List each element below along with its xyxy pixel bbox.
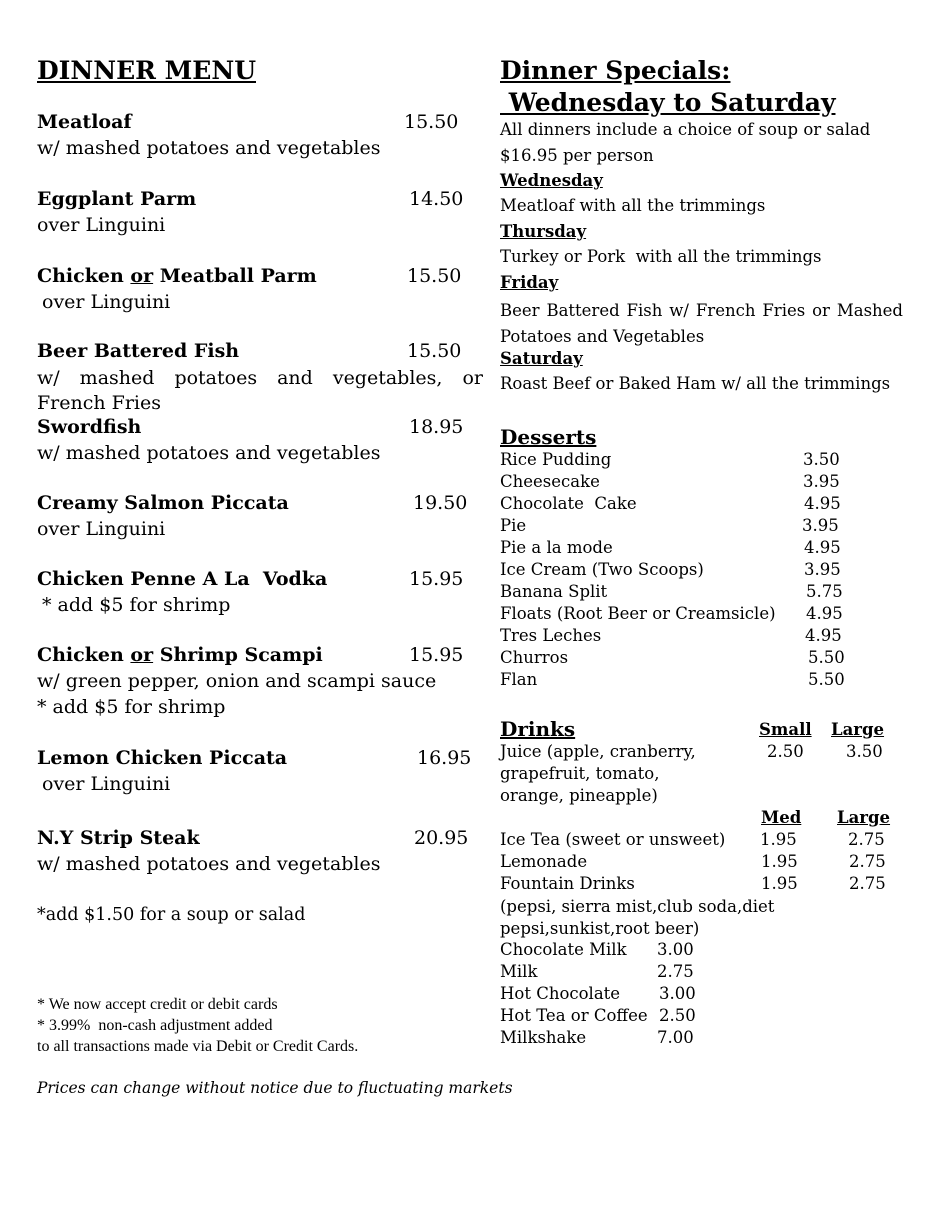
special-desc-friday: Beer Battered Fish w/ French Fries or Mashed Potatoes and Vegetables [500,301,903,346]
item-desc-chicken-meatball-parm: over Linguini [42,291,171,313]
drinks-title: Drinks [500,717,576,741]
drink-name: Chocolate Milk [500,940,627,959]
specials-days-title: Wednesday to Saturday [500,88,836,117]
dessert-name: Ice Cream (Two Scoops) [500,560,704,579]
dessert-price: 3.95 [804,560,841,579]
item-desc-ny-strip-steak: w/ mashed potatoes and vegetables [37,853,381,875]
item-name-swordfish: Swordfish [37,416,142,438]
drink-name: Hot Tea or Coffee [500,1006,648,1025]
item-name-chicken-meatball-parm [37,265,317,287]
dessert-price: 5.50 [808,670,845,689]
juice-large-price: 3.50 [846,742,883,761]
drink-price: 3.00 [657,940,694,959]
dessert-name: Cheesecake [500,472,600,491]
item-name-creamy-salmon-piccata: Creamy Salmon Piccata [37,492,289,514]
juice-line-2: grapefruit, tomato, [500,764,660,783]
item-desc-swordfish: w/ mashed potatoes and vegetables [37,442,381,464]
item-price-meatloaf: 15.50 [404,111,459,133]
name-part: Meatball Parm [159,265,317,287]
dessert-price: 4.95 [804,494,841,513]
item-price-chicken-shrimp-scampi: 15.95 [409,644,464,666]
special-day-saturday: Saturday [500,349,583,368]
drink-price: 7.00 [657,1028,694,1047]
specials-intro-1: All dinners include a choice of soup or salad [500,120,871,139]
item-price-lemon-chicken-piccata: 16.95 [417,747,472,769]
drink-name: Milk [500,962,538,981]
drinks-col-med: Med [761,808,802,827]
special-desc-saturday: Roast Beef or Baked Ham w/ all the trimmings [500,374,891,393]
dessert-name: Pie a la mode [500,538,613,557]
name-part: Chicken [37,644,124,666]
item-name-ny-strip-steak: N.Y Strip Steak [37,827,200,849]
item-price-beer-battered-fish: 15.50 [407,340,462,362]
dessert-name: Floats (Root Beer or Creamsicle) [500,604,776,623]
item-desc-eggplant-parm: over Linguini [37,214,166,236]
fountain-drinks-note: (pepsi, sierra mist,club soda,diet pepsi,sunkist,root beer) [500,897,775,938]
soup-salad-note: *add $1.50 for a soup or salad [37,905,306,925]
drink-name: Ice Tea (sweet or unsweet) [500,830,726,849]
special-desc-wednesday: Meatloaf with all the trimmings [500,196,766,215]
item-name-lemon-chicken-piccata: Lemon Chicken Piccata [37,747,288,769]
drink-name: Lemonade [500,852,588,871]
special-desc-thursday: Turkey or Pork with all the trimmings [500,247,822,266]
drink-price: 2.50 [659,1006,696,1025]
item-price-chicken-meatball-parm: 15.50 [407,265,462,287]
drink-price: 3.00 [659,984,696,1003]
item-desc-lemon-chicken-piccata: over Linguini [42,773,171,795]
special-day-friday: Friday [500,273,559,292]
item-price-creamy-salmon-piccata: 19.50 [413,492,468,514]
drink-med-price: 1.95 [761,852,798,871]
dessert-name: Churros [500,648,569,667]
item-desc-beer-battered-fish: w/ mashed potatoes and vegetables, or French Fries [37,367,483,414]
item-name-eggplant-parm: Eggplant Parm [37,188,197,210]
price-change-note: Prices can change without notice due to fluctuating markets [37,1079,513,1097]
drinks-col-large-2: Large [837,808,891,827]
item-price-eggplant-parm: 14.50 [409,188,464,210]
item-desc2-chicken-shrimp-scampi: * add $5 for shrimp [37,696,226,718]
dessert-price: 5.50 [808,648,845,667]
juice-line-1: Juice (apple, cranberry, [500,742,696,761]
specials-intro-2: $16.95 per person [500,146,654,165]
drink-price: 2.75 [657,962,694,981]
drinks-col-small: Small [759,720,812,739]
drinks-col-large: Large [831,720,885,739]
name-or: or [130,265,154,287]
item-price-swordfish: 18.95 [409,416,464,438]
dessert-price: 4.95 [806,604,843,623]
drink-med-price: 1.95 [760,830,797,849]
dessert-name: Banana Split [500,582,608,601]
item-price-chicken-penne-vodka: 15.95 [409,568,464,590]
dessert-price: 3.95 [803,472,840,491]
drink-large-price: 2.75 [849,852,886,871]
special-day-wednesday: Wednesday [500,171,603,190]
item-name-chicken-shrimp-scampi [37,644,323,666]
dessert-price: 4.95 [805,626,842,645]
dessert-name: Rice Pudding [500,450,612,469]
juice-small-price: 2.50 [767,742,804,761]
name-part: Chicken [37,265,124,287]
dessert-name: Pie [500,516,527,535]
item-desc-creamy-salmon-piccata: over Linguini [37,518,166,540]
drink-large-price: 2.75 [849,874,886,893]
item-desc-chicken-shrimp-scampi: w/ green pepper, onion and scampi sauce [37,670,437,692]
item-price-ny-strip-steak: 20.95 [414,827,469,849]
item-desc-meatloaf: w/ mashed potatoes and vegetables [37,137,381,159]
card-note-2: * 3.99% non-cash adjustment added [37,1017,273,1034]
special-day-thursday: Thursday [500,222,587,241]
name-or: or [130,644,154,666]
drink-name: Hot Chocolate [500,984,621,1003]
dessert-price: 5.75 [806,582,843,601]
dessert-price: 4.95 [804,538,841,557]
juice-line-3: orange, pineapple) [500,786,658,805]
item-name-chicken-penne-vodka: Chicken Penne A La Vodka [37,568,328,590]
dessert-name: Flan [500,670,538,689]
dinner-menu-title: DINNER MENU [37,56,256,85]
specials-title: Dinner Specials: [500,56,731,85]
dessert-name: Tres Leches [500,626,602,645]
card-note-1: * We now accept credit or debit cards [37,996,278,1013]
drink-med-price: 1.95 [761,874,798,893]
card-note-3: to all transactions made via Debit or Credit Cards. [37,1038,359,1055]
drink-name: Fountain Drinks [500,874,635,893]
dessert-price: 3.50 [803,450,840,469]
item-desc-chicken-penne-vodka: * add $5 for shrimp [42,594,231,616]
dessert-name: Chocolate Cake [500,494,637,513]
drink-name: Milkshake [500,1028,587,1047]
item-name-beer-battered-fish: Beer Battered Fish [37,340,240,362]
item-name-meatloaf: Meatloaf [37,111,132,133]
name-part: Shrimp Scampi [159,644,323,666]
drink-large-price: 2.75 [848,830,885,849]
desserts-title: Desserts [500,425,597,449]
dessert-price: 3.95 [802,516,839,535]
